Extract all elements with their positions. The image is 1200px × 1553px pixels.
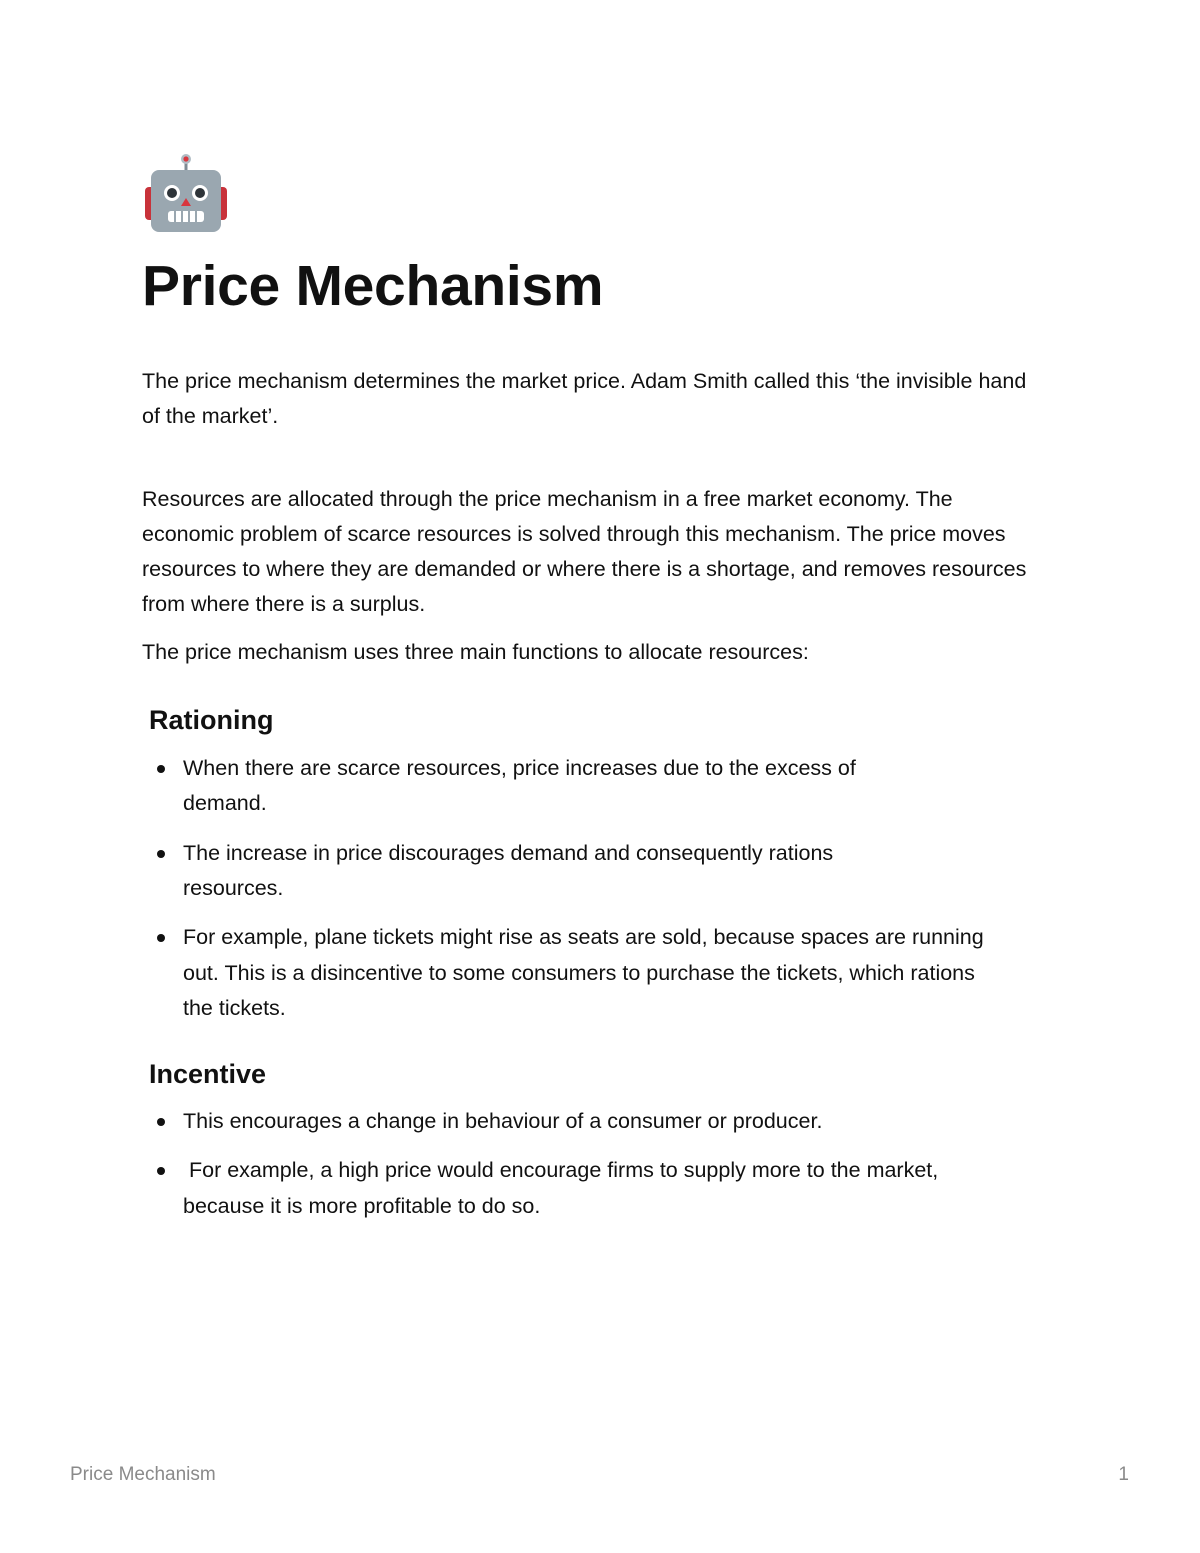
bullet-icon — [157, 934, 165, 942]
bullet-icon — [157, 850, 165, 858]
section-heading-incentive: Incentive — [149, 1059, 267, 1090]
list-item — [142, 1104, 1042, 1139]
resources-paragraph: Resources are allocated through the price mechanism in a free market economy. The economic problem of scarce resources is solved through this mechanism. The price moves resources to where they are demanded or where there is a shortage, and removes resources from where there is a surplus. — [142, 486, 1027, 617]
list-item — [142, 836, 1042, 907]
bullet-icon — [157, 765, 165, 773]
functions-paragraph: The price mechanism uses three main functions to allocate resources: — [142, 639, 809, 664]
incentive-list — [142, 1104, 1042, 1224]
list-item-text: For example, a high price would encourage firms to supply more to the market, because it is more profitable to do so. — [183, 1158, 945, 1218]
document-body — [142, 364, 1042, 1224]
intro-paragraph: The price mechanism determines the market price. Adam Smith called this ‘the invisible hand of the market’. — [142, 369, 1027, 429]
robot-face-icon — [144, 152, 228, 236]
list-item-text: This encourages a change in behaviour of a consumer or producer. — [183, 1109, 823, 1134]
list-item-text: When there are scarce resources, price increases due to the excess of demand. — [183, 756, 856, 816]
footer-document-title: Price Mechanism — [70, 1464, 216, 1485]
rationing-list — [142, 751, 1042, 1026]
bullet-icon — [157, 1118, 165, 1126]
footer-page-number: 1 — [1118, 1464, 1129, 1485]
page-title: Price Mechanism — [142, 254, 604, 318]
list-item-text: The increase in price discourages demand and consequently rations resources. — [183, 840, 834, 900]
list-item — [142, 920, 1042, 1026]
section-heading-rationing: Rationing — [149, 705, 274, 736]
list-item — [142, 751, 1042, 822]
list-item-text: For example, plane tickets might rise as seats are sold, because spaces are running out. This is a disincentive to some consumers to purchase the tickets, which rations the tickets. — [183, 925, 984, 1020]
list-item — [142, 1153, 1042, 1224]
bullet-icon — [157, 1167, 165, 1175]
